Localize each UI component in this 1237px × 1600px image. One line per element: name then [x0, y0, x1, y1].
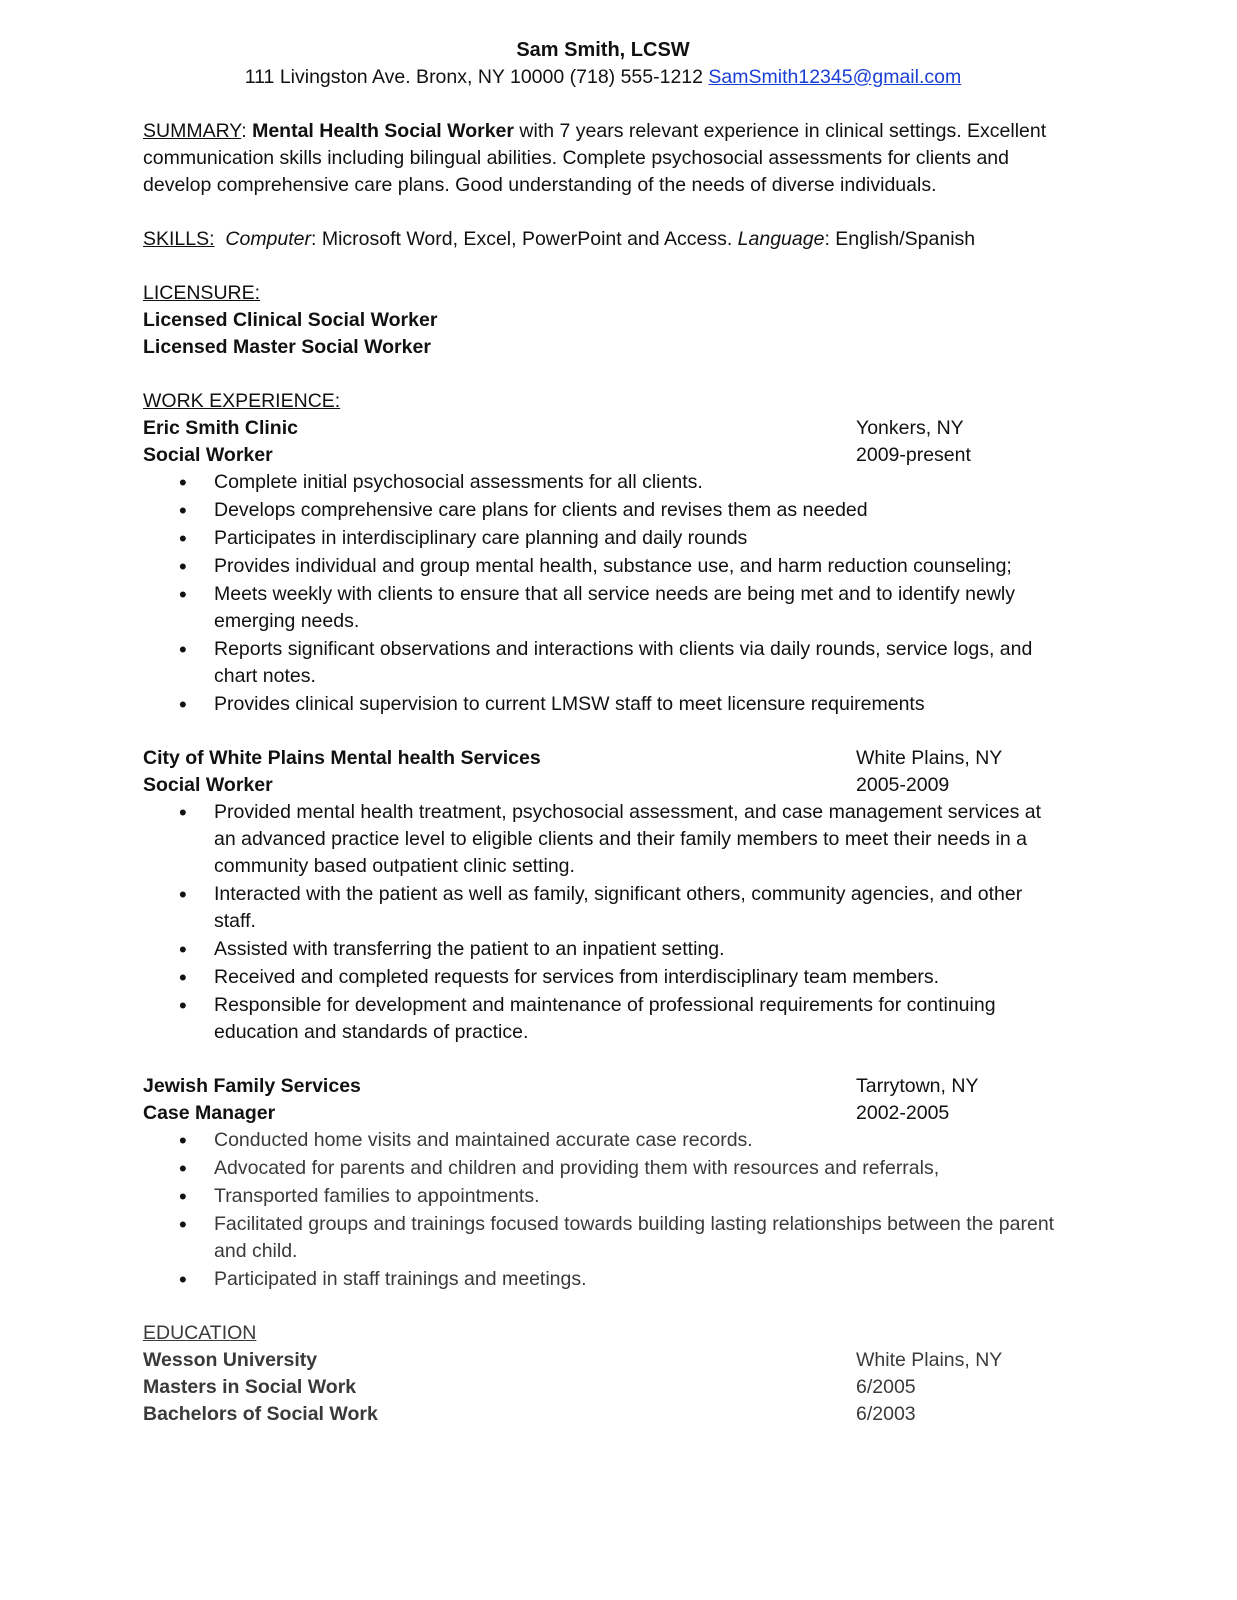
licensure-section [143, 280, 1063, 361]
skills-language-label: Language [737, 228, 825, 250]
job-bullet: • Facilitated groups and trainings focused towards building lasting relationships between the parent and child. [214, 1211, 1063, 1265]
job-employer: Eric Smith Clinic [143, 417, 298, 439]
education-school: Wesson University [143, 1349, 318, 1371]
education-section [143, 1320, 1063, 1428]
email-link[interactable]: SamSmith12345@gmail.com [708, 66, 962, 88]
resume-header [103, 36, 1103, 91]
education-location: White Plains, NY [856, 1349, 1003, 1371]
job-bullet: • Complete initial psychosocial assessments for all clients. [214, 469, 1063, 496]
contact-line [103, 64, 1103, 91]
job-dates: 2002-2005 [856, 1102, 950, 1124]
job-entry [143, 1073, 1063, 1293]
education-degree: Bachelors of Social Work [143, 1403, 378, 1425]
summary-text: with 7 years relevant experience in clinical settings. Excellent communication skills including bilingual abilities. Complete psychosocial assessments for clients and develop comprehensive care plans. Good understanding of the needs of diverse individuals. [143, 120, 1047, 196]
job-bullet: • Provides clinical supervision to current LMSW staff to meet licensure requirements [214, 691, 1063, 718]
summary-section: SUMMARY: Mental Health Social Worker with 7 years relevant experience in clinical settings. Excellent communication skills including bilingual abilities. Complete psychosocial assessments for clients and develop comprehensive care plans. Good understanding of the needs of diverse individuals. [143, 120, 1047, 196]
job-bullets [143, 1127, 1063, 1293]
licensure-item: Licensed Master Social Worker [143, 336, 431, 358]
skills-section [143, 226, 1063, 253]
job-bullet: • Participates in interdisciplinary care planning and daily rounds [214, 525, 1063, 552]
education-degree: Masters in Social Work [143, 1376, 357, 1398]
education-date: 6/2005 [856, 1376, 916, 1398]
job-location: Yonkers, NY [856, 417, 964, 439]
skills-computer-value: : Microsoft Word, Excel, PowerPoint and Access. [311, 228, 733, 250]
job-employer: Jewish Family Services [143, 1075, 361, 1097]
job-location: Tarrytown, NY [856, 1075, 979, 1097]
licensure-item: Licensed Clinical Social Worker [143, 309, 438, 331]
job-bullet: • Conducted home visits and maintained accurate case records. [214, 1127, 1063, 1154]
job-bullet: • Provided mental health treatment, psychosocial assessment, and case management services at an advanced practice level to eligible clients and their family members to meet their needs in a community based outpatient clinic setting. [214, 799, 1063, 880]
job-bullet: • Responsible for development and maintenance of professional requirements for continuing education and standards of practice. [214, 992, 1063, 1046]
job-bullet: • Interacted with the patient as well as family, significant others, community agencies, and other staff. [214, 881, 1063, 935]
summary-title: Mental Health Social Worker [252, 120, 514, 142]
job-title: Social Worker [143, 774, 273, 796]
contact-address: 111 Livingston Ave. Bronx, NY 10000 (718) 555-1212 [244, 66, 703, 88]
job-bullet: • Participated in staff trainings and meetings. [214, 1266, 1063, 1293]
job-dates: 2009-present [856, 444, 971, 466]
skills-language-value: : English/Spanish [824, 228, 976, 250]
job-bullet: • Advocated for parents and children and providing them with resources and referrals, [214, 1155, 1063, 1182]
summary-label: SUMMARY [143, 120, 242, 142]
job-bullet: • Meets weekly with clients to ensure that all service needs are being met and to identify newly emerging needs. [214, 581, 1063, 635]
job-location: White Plains, NY [856, 747, 1003, 769]
job-title: Social Worker [143, 444, 273, 466]
skills-computer-label: Computer [225, 228, 312, 250]
skills-label: SKILLS: [143, 228, 215, 250]
job-bullet: • Provides individual and group mental health, substance use, and harm reduction counseling; [214, 553, 1063, 580]
education-label: EDUCATION [143, 1322, 257, 1344]
job-bullet: • Transported families to appointments. [214, 1183, 1063, 1210]
job-dates: 2005-2009 [856, 774, 950, 796]
education-date: 6/2003 [856, 1403, 916, 1425]
work-experience-section [143, 388, 1063, 1293]
resume-page [143, 36, 1063, 1428]
job-entry [143, 415, 1063, 718]
licensure-label: LICENSURE: [143, 282, 261, 304]
job-entry [143, 745, 1063, 1046]
job-title: Case Manager [143, 1102, 276, 1124]
work-experience-label: WORK EXPERIENCE: [143, 390, 341, 412]
job-bullet: • Reports significant observations and interactions with clients via daily rounds, service logs, and chart notes. [214, 636, 1063, 690]
job-bullets [143, 799, 1063, 1046]
job-bullet: • Received and completed requests for services from interdisciplinary team members. [214, 964, 1063, 991]
job-bullets [143, 469, 1063, 718]
job-employer: City of White Plains Mental health Services [143, 747, 541, 769]
job-bullet: • Develops comprehensive care plans for clients and revises them as needed [214, 497, 1063, 524]
candidate-name: Sam Smith, LCSW [516, 39, 690, 61]
job-bullet: • Assisted with transferring the patient to an inpatient setting. [214, 936, 1063, 963]
